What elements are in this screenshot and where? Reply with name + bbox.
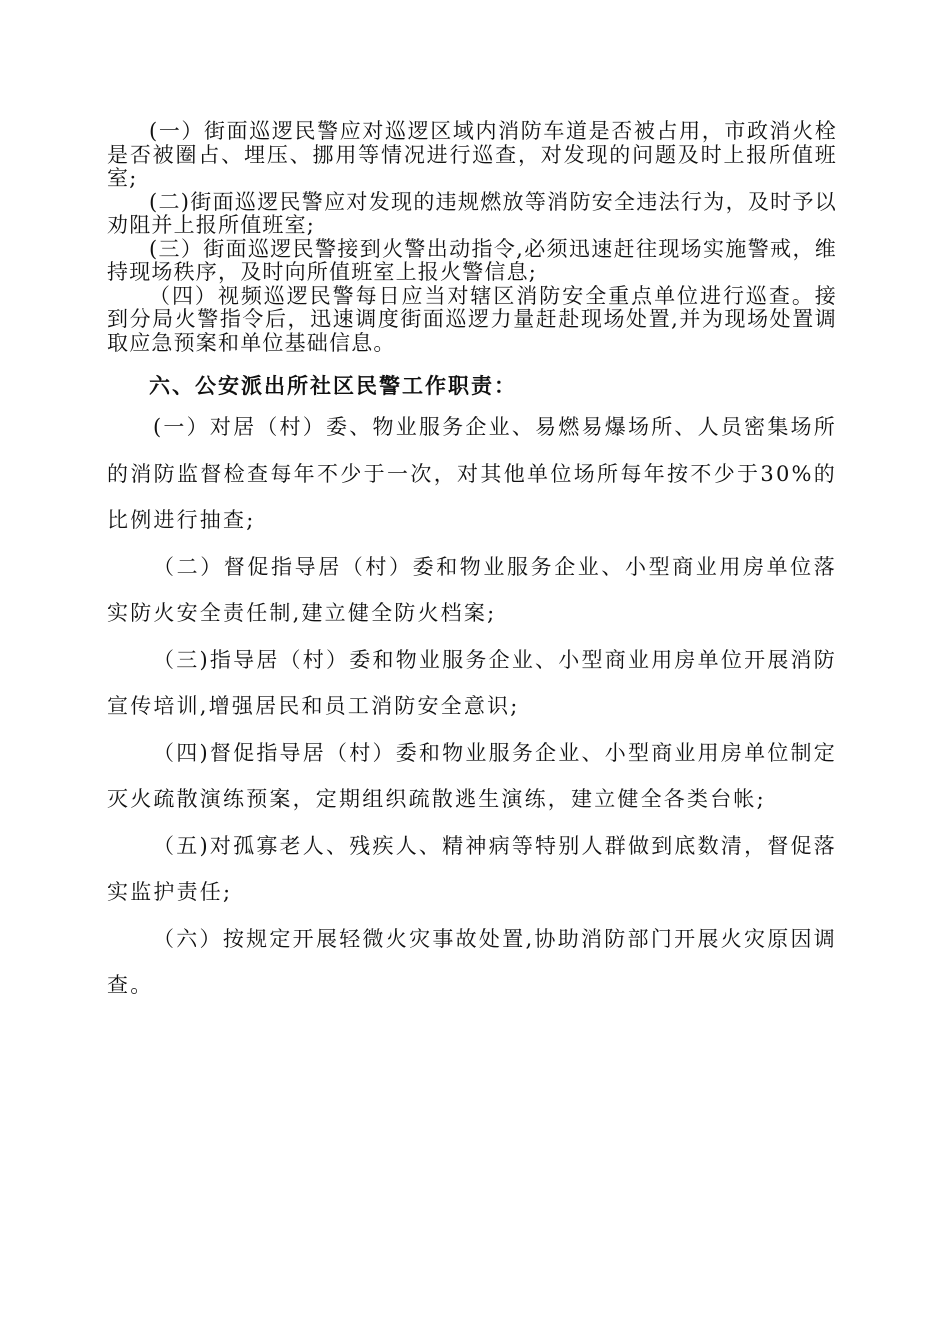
community-duties-section: [107, 404, 837, 1009]
section-heading: 六、公安派出所社区民警工作职责：: [149, 373, 517, 398]
patrol-item-4: （四）视频巡逻民警每日应当对辖区消防安全重点单位进行巡查。接到分局火警指令后，迅速调度街面巡逻力量赶赴现场处置,并为现场处置调取应急预案和单位基础信息。: [107, 283, 837, 355]
community-item-5: （五)对孤寡老人、残疾人、精神病等特别人群做到底数清，督促落实监护责任;: [107, 833, 837, 904]
patrol-item-3: (三）街面巡逻民警接到火警出动指令,必须迅速赶往现场实施警戒，维持现场秩序，及时向所值班室上报火警信息;: [107, 236, 837, 284]
community-item-3: （三)指导居（村）委和物业服务企业、小型商业用房单位开展消防宣传培训,增强居民和员工消防安全意识;: [107, 647, 837, 718]
community-item-1: (一）对居（村）委、物业服务企业、易燃易爆场所、人员密集场所的消防监督检查每年不少于一次，对其他单位场所每年按不少于30%的比例进行抽查;: [107, 415, 837, 532]
patrol-item-1: (一）街面巡逻民警应对巡逻区域内消防车道是否被占用，市政消火栓是否被圈占、埋压、挪用等情况进行巡查，对发现的问题及时上报所值班室;: [107, 119, 837, 190]
community-item-2: （二）督促指导居（村）委和物业服务企业、小型商业用房单位落实防火安全责任制,建立健全防火档案;: [107, 554, 837, 625]
community-item-4: （四)督促指导居（村）委和物业服务企业、小型商业用房单位制定灭火疏散演练预案，定期组织疏散逃生演练，建立健全各类台帐;: [107, 740, 837, 811]
patrol-item-2: (二)街面巡逻民警应对发现的违规燃放等消防安全违法行为，及时予以劝阻并上报所值班室;: [107, 189, 837, 237]
patrol-duties-section: [107, 120, 837, 355]
community-item-6: （六）按规定开展轻微火灾事故处置,协助消防部门开展火灾原因调查。: [107, 926, 837, 997]
